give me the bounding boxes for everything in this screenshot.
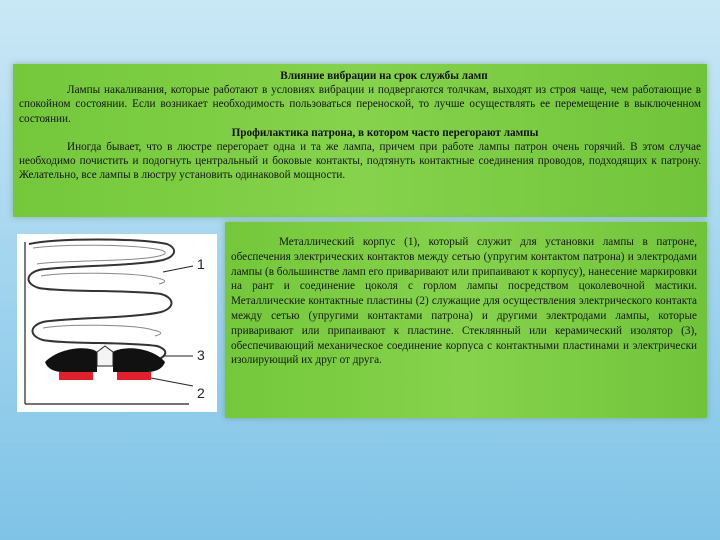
heading-vibration: Влияние вибрации на срок службы ламп [280,70,488,82]
insulator-right [113,348,165,372]
figure-label-2: 2 [197,385,205,401]
heading-socket-maintenance: Профилактика патрона, в котором часто перегорают лампы [231,126,539,139]
shell-highlight-3 [43,325,161,336]
leader-line-2 [151,378,193,386]
figure-label-3: 3 [197,347,205,363]
paragraph-vibration: Лампы накаливания, которые работают в условиях вибрации и подвергаются толчкам, выходят из строя чаще, чем работающие в спокойном состоянии. Если возникает необходимость пользоваться переноской, то лучше осуществлять ее перемещение в выключенном состоянии. [19,84,701,125]
figure-label-1: 1 [197,256,205,272]
shell-highlight-2 [41,273,165,284]
paragraph-socket-maintenance: Иногда бывает, что в люстре перегорает одна и та же лампа, причем при работе лампы патрон очень горячий. В этом случае необходимо почистить и подогнуть центральный и боковые контакты, подтянуть контактные соединения проводов, подходящих к патрону. Желательно, все лампы в люстру установить одинаковой мощности. [19,140,701,182]
top-text-panel [13,64,707,217]
leader-line-1 [163,266,193,272]
contact-plate-right [117,372,151,380]
lamp-base-figure [17,234,217,412]
shell-highlight [33,245,165,264]
paragraph-lamp-base-description: Металлический корпус (1), который служит для установки лампы в патроне, обеспечения электрических контактов между сетью (упругим контактом патрона) и электродами лампы (в большинстве ламп его приваривают или припаивают к корпусу), нанесение маркировки на рант и соединение цоколя с горлом лампы посредством цоколевочной мастики. Металлические контактные пластины (2) служащие для осуществления электрического контакта между сетью (упругими контактами патрона) и другими электродами лампы, которые приваривают или припаивают к пластине. Стеклянный или керамический изолятор (3), обеспечивающий механическое соединение корпуса с контактными пластинами и электрически изолирующий их друг от друга. [231,236,697,367]
center-contact-pin [97,346,113,366]
insulator-left [45,348,97,372]
lamp-base-drawing [17,234,217,412]
contact-plate-left [59,372,93,380]
bottom-text-panel [225,222,707,418]
